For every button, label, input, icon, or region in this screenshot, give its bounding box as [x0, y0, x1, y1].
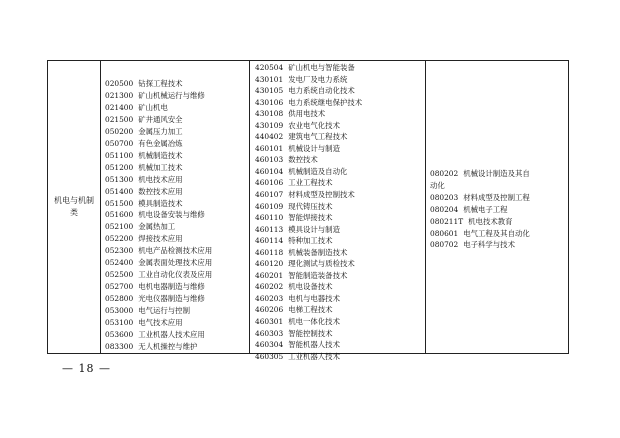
major-item — [255, 177, 362, 189]
undergraduate-list — [430, 168, 530, 251]
major-name: 数控技术 — [288, 155, 318, 165]
major-item — [105, 114, 212, 126]
major-item — [105, 233, 212, 245]
major-item — [105, 209, 212, 221]
major-name: 电气运行与控制 — [138, 306, 190, 316]
major-item — [255, 85, 362, 97]
major-name: 建筑电气工程技术 — [288, 132, 348, 142]
major-item — [105, 329, 212, 341]
major-code: 460103 — [255, 155, 284, 165]
major-name: 特种加工技术 — [288, 236, 333, 246]
major-item — [105, 186, 212, 198]
major-name: 机械设计制造及其自 — [463, 169, 530, 178]
secondary-vocational-list — [105, 78, 212, 353]
major-name: 智能控制技术 — [288, 328, 333, 338]
major-name: 钻探工程技术 — [138, 79, 183, 88]
major-item — [255, 212, 362, 224]
major-item — [105, 269, 212, 281]
major-code: 460120 — [255, 259, 284, 269]
major-item — [255, 189, 362, 201]
major-code: 430106 — [255, 97, 284, 107]
major-code: 052500 — [105, 270, 134, 280]
major-name: 电气技术应用 — [138, 318, 183, 328]
major-code: 460118 — [255, 247, 284, 257]
major-code: 051300 — [105, 174, 134, 184]
major-name: 工业机器人技术 — [288, 351, 340, 361]
major-item — [105, 221, 212, 233]
category-cell: 机电与机制类 — [54, 196, 94, 217]
major-name: 金属压力加工 — [138, 126, 183, 136]
major-name: 电气工程及其自动化 — [463, 228, 530, 238]
major-code: 021400 — [105, 102, 134, 112]
major-item — [255, 154, 362, 166]
major-item — [105, 174, 212, 186]
major-code: 460206 — [255, 305, 284, 315]
major-name: 电梯工程技术 — [288, 305, 333, 315]
major-item — [105, 257, 212, 269]
major-item — [105, 305, 212, 317]
major-name: 机电技术教育 — [468, 216, 513, 226]
major-code: 053100 — [105, 318, 134, 328]
major-code: 460305 — [255, 351, 284, 361]
major-name: 机械电子工程 — [463, 204, 508, 214]
page-number: — 18 — — [62, 362, 111, 375]
major-code: 080211T — [430, 216, 464, 226]
major-name: 机电技术应用 — [138, 174, 183, 184]
major-code: 053000 — [105, 306, 134, 316]
major-item — [430, 216, 530, 228]
major-name: 智能制造装备技术 — [288, 270, 348, 280]
major-item — [255, 120, 362, 132]
column-divider — [249, 61, 250, 353]
major-name: 机电设备技术 — [288, 282, 333, 292]
major-item — [255, 235, 362, 247]
major-code: 460201 — [255, 270, 284, 280]
major-name: 电力系统继电保护技术 — [288, 97, 363, 107]
major-item — [105, 126, 212, 138]
major-item — [105, 162, 212, 174]
major-item — [255, 316, 362, 328]
major-item — [430, 228, 530, 240]
major-name: 矿井通风安全 — [138, 114, 183, 124]
major-code: 080204 — [430, 204, 459, 214]
major-item — [105, 341, 212, 353]
major-code: 430101 — [255, 74, 284, 84]
major-item — [105, 317, 212, 329]
major-code: 083300 — [105, 341, 134, 351]
major-code: 460107 — [255, 190, 284, 200]
major-name: 供用电技术 — [288, 109, 326, 119]
major-name: 矿山机电与智能装备 — [288, 63, 355, 72]
major-item — [255, 143, 362, 155]
major-name: 光电仪器制造与维修 — [138, 294, 205, 304]
major-code: 460301 — [255, 317, 284, 327]
major-item — [105, 150, 212, 162]
major-name: 矿山机电 — [138, 102, 168, 112]
major-code: 051200 — [105, 162, 134, 172]
major-name: 机电产品检测技术应用 — [138, 246, 213, 256]
major-item — [255, 74, 362, 86]
major-code: 460104 — [255, 166, 284, 176]
major-item — [105, 281, 212, 293]
major-code: 051600 — [105, 210, 134, 220]
major-name: 材料成型及控制技术 — [288, 190, 355, 200]
major-item — [255, 258, 362, 270]
major-code: 051500 — [105, 198, 134, 208]
major-item — [255, 351, 362, 363]
major-code: 430105 — [255, 86, 284, 96]
major-item — [255, 108, 362, 120]
major-name: 农业电气化技术 — [288, 120, 340, 130]
major-code: 440402 — [255, 132, 284, 142]
major-name: 模具制造技术 — [138, 198, 183, 208]
major-code: 080702 — [430, 240, 459, 250]
major-item — [255, 131, 362, 143]
major-code: 460109 — [255, 201, 284, 211]
major-name: 智能机器人技术 — [288, 340, 340, 350]
major-name: 发电厂及电力系统 — [288, 74, 348, 84]
major-code: 460304 — [255, 340, 284, 350]
major-name-continuation: 动化 — [430, 180, 445, 190]
major-name: 有色金属冶炼 — [138, 138, 183, 148]
major-code: 080601 — [430, 228, 459, 238]
major-name: 现代铸压技术 — [288, 201, 333, 211]
major-code: 430108 — [255, 109, 284, 119]
major-item — [430, 239, 530, 251]
major-item — [255, 281, 362, 293]
major-item — [105, 90, 212, 102]
major-name: 数控技术应用 — [138, 186, 183, 196]
major-item — [430, 192, 530, 204]
major-code: 460110 — [255, 213, 284, 223]
major-code: 460303 — [255, 328, 284, 338]
major-name: 金属热加工 — [138, 222, 176, 232]
major-name: 无人机操控与维护 — [138, 341, 198, 351]
major-code: 052200 — [105, 234, 134, 244]
major-name: 工业工程技术 — [288, 178, 333, 188]
major-item — [105, 138, 212, 150]
major-name: 理化测试与质检技术 — [288, 259, 355, 269]
column-divider — [100, 61, 101, 353]
major-code: 080202 — [430, 169, 459, 178]
major-name: 电子科学与技术 — [463, 240, 515, 250]
major-name: 机械制造及自动化 — [288, 166, 348, 176]
major-code: 080203 — [430, 192, 459, 202]
major-name: 模具设计与制造 — [288, 224, 340, 234]
major-item — [255, 97, 362, 109]
major-item — [255, 224, 362, 236]
major-item — [255, 247, 362, 259]
major-item — [255, 166, 362, 178]
major-code: 420504 — [255, 63, 284, 72]
major-name: 机电设备安装与维修 — [138, 210, 205, 220]
major-code: 021500 — [105, 114, 134, 124]
major-name: 工业机器人技术应用 — [138, 330, 205, 340]
major-table — [47, 60, 569, 361]
major-item — [255, 270, 362, 282]
major-code: 052100 — [105, 222, 134, 232]
major-item — [105, 78, 212, 90]
major-item — [255, 304, 362, 316]
major-name: 机电一体化技术 — [288, 317, 340, 327]
major-item — [255, 293, 362, 305]
major-code: 052300 — [105, 246, 134, 256]
major-code: 021300 — [105, 90, 134, 100]
higher-vocational-list — [255, 62, 362, 362]
major-code: 460106 — [255, 178, 284, 188]
major-code: 460101 — [255, 143, 284, 153]
major-code: 053600 — [105, 330, 134, 340]
major-code: 052700 — [105, 282, 134, 292]
major-name: 机械加工技术 — [138, 162, 183, 172]
major-name: 矿山机械运行与维修 — [138, 90, 205, 100]
column-divider — [425, 61, 426, 353]
major-name: 电机电器制造与维修 — [138, 282, 205, 292]
major-code: 052400 — [105, 258, 134, 268]
major-code: 050700 — [105, 138, 134, 148]
major-code: 051400 — [105, 186, 134, 196]
major-item — [255, 62, 362, 74]
major-name: 焊接技术应用 — [138, 234, 183, 244]
major-name: 工业自动化仪表及应用 — [138, 270, 213, 280]
major-name: 机械制造技术 — [138, 150, 183, 160]
major-item — [105, 293, 212, 305]
major-code: 460114 — [255, 236, 284, 246]
major-item — [255, 339, 362, 351]
major-item — [255, 201, 362, 213]
major-name: 电力系统自动化技术 — [288, 86, 355, 96]
major-name: 电机与电器技术 — [288, 293, 340, 303]
major-code: 460202 — [255, 282, 284, 292]
major-item — [430, 168, 530, 180]
major-code: 460203 — [255, 293, 284, 303]
major-item — [430, 204, 530, 216]
major-item — [105, 245, 212, 257]
major-code: 430109 — [255, 120, 284, 130]
major-name: 机械设计与制造 — [288, 143, 340, 153]
major-code: 460113 — [255, 224, 284, 234]
major-code: 050200 — [105, 126, 134, 136]
major-item — [255, 328, 362, 340]
major-item — [105, 102, 212, 114]
major-code: 020500 — [105, 79, 134, 88]
major-item — [105, 198, 212, 210]
major-code: 051100 — [105, 150, 134, 160]
major-name: 智能焊接技术 — [288, 213, 333, 223]
major-code: 052800 — [105, 294, 134, 304]
major-name: 材料成型及控制工程 — [463, 192, 530, 202]
major-name: 金属表面处理技术应用 — [138, 258, 213, 268]
major-name: 机械装备制造技术 — [288, 247, 348, 257]
